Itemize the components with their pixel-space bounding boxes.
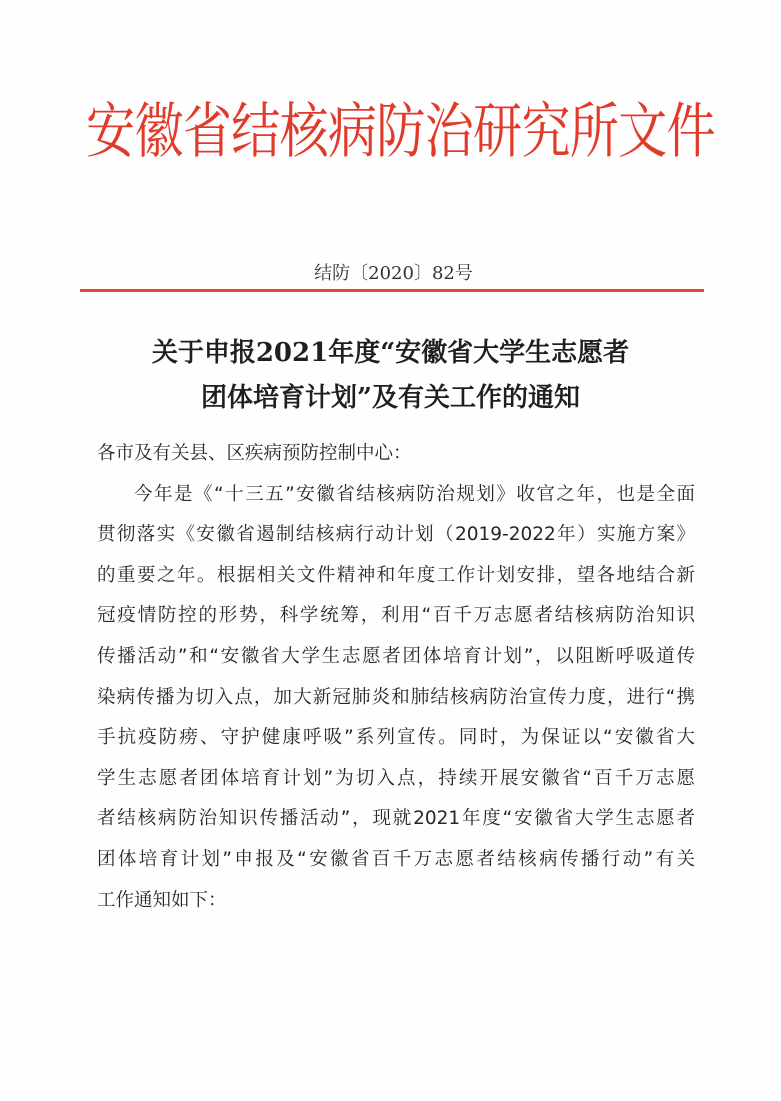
paragraph-line: 染病传播为切入点，加大新冠肺炎和肺结核病防治宣传力度，进行“携 [97, 686, 695, 708]
paragraph-line: 贯彻落实《安徽省遏制结核病行动计划（2019-2022年）实施方案》 [97, 524, 695, 546]
paragraph-line: 者结核病防治知识传播活动”，现就2021年度“安徽省大学生志愿者 [97, 808, 695, 830]
paragraph-line: 冠疫情防控的形势，科学统筹，利用“百千万志愿者结核病防治知识 [97, 605, 695, 627]
paragraph-line: 工作通知如下： [97, 889, 227, 911]
notice-subject-title [0, 331, 781, 421]
paragraph-line: 学生志愿者团体培育计划”为切入点，持续开展安徽省“百千万志愿 [97, 767, 695, 789]
paragraph-line: 今年是《“十三五”安徽省结核病防治规划》收官之年，也是全面 [134, 483, 695, 505]
addressee-line: 各市及有关县、区疾病预防控制中心： [97, 443, 412, 464]
paragraph-line: 传播活动”和“安徽省大学生志愿者团体培育计划”，以阻断呼吸道传 [97, 645, 695, 667]
subject-line-2: 团体培育计划”及有关工作的通知 [201, 383, 580, 413]
paragraph-line: 手抗疫防痨、守护健康呼吸”系列宣传。同时，为保证以“安徽省大 [97, 727, 695, 749]
document-header-title: 安徽省结核病防治研究所文件 [86, 97, 715, 167]
document-number: 结防〔2020〕82号 [314, 263, 473, 284]
paragraph-line: 的重要之年。根据相关文件精神和年度工作计划安排，望各地结合新 [97, 564, 695, 586]
paragraph-line: 团体培育计划”申报及“安徽省百千万志愿者结核病传播行动”有关 [97, 848, 695, 870]
subject-line-1: 关于申报2021年度“安徽省大学生志愿者 [151, 338, 630, 368]
red-divider-line [80, 289, 704, 292]
notice-body [97, 434, 695, 921]
